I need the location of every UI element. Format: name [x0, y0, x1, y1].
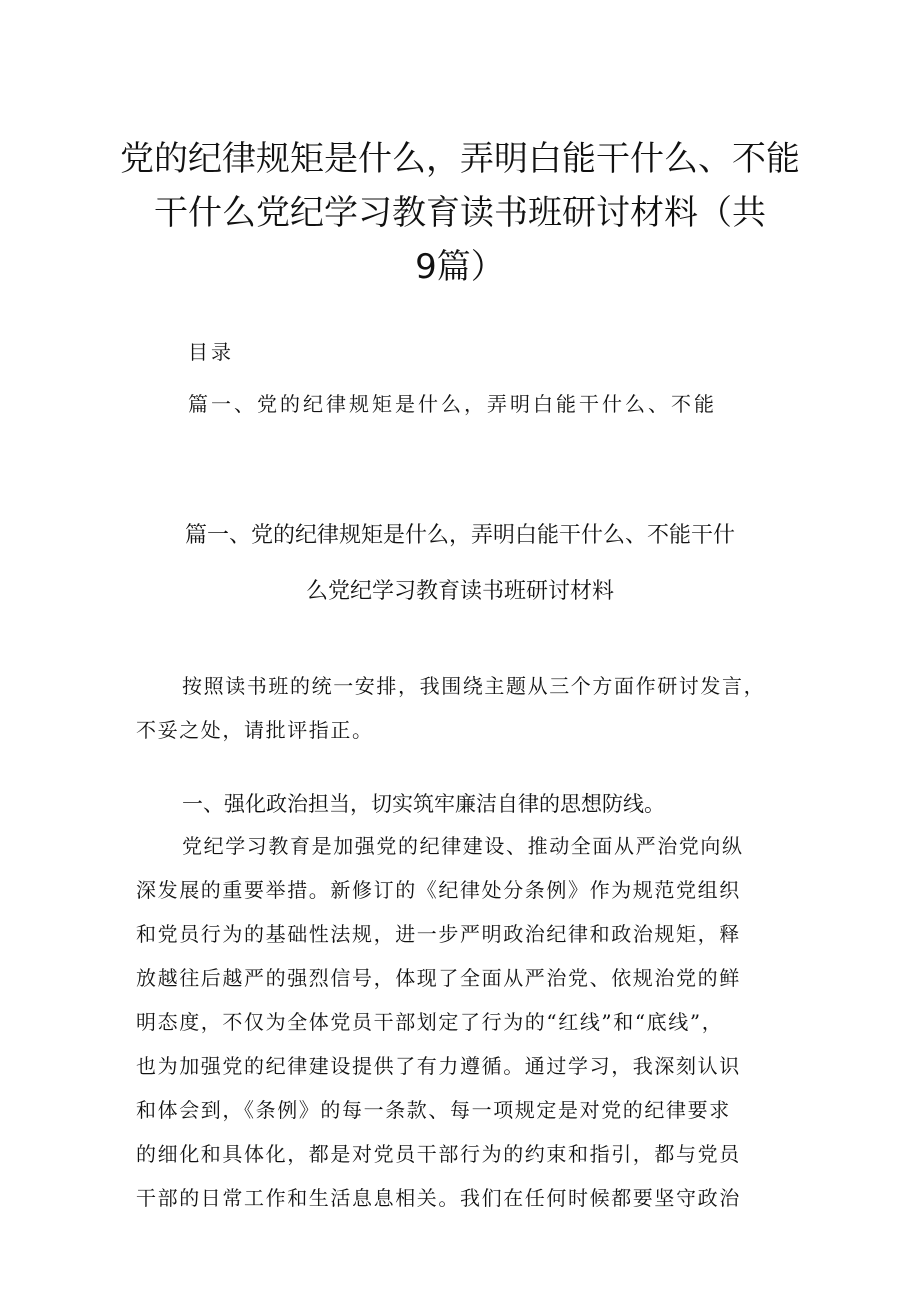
text-line: 也为加强党的纪律建设提供了有力遵循。通过学习，我深刻认识: [136, 1054, 741, 1078]
intro-paragraph: [136, 664, 786, 752]
text-line: 按照读书班的统一安排，我围绕主题从三个方面作研讨发言，: [182, 674, 766, 698]
text-line: 放越往后越严的强烈信号，体现了全面从严治党、依规治党的鲜: [136, 966, 741, 990]
section-title-line: 么党纪学习教育读书班研讨材料: [305, 579, 614, 604]
text-line: 的细化和具体化，都是对党员干部行为的约束和指引，都与党员: [136, 1142, 741, 1166]
toc-label: 目录: [188, 340, 234, 364]
text-line: 干部的日常工作和生活息息相关。我们在任何时候都要坚守政治: [136, 1186, 741, 1210]
section-heading: 一、强化政治担当，切实筑牢廉洁自律的思想防线。: [182, 792, 665, 816]
text-line: 党纪学习教育是加强党的纪律建设、推动全面从严治党向纵: [182, 834, 744, 858]
section-title-line: 篇一、党的纪律规矩是什么，弄明白能干什么、不能干什: [184, 523, 735, 548]
text-line: 明态度，不仅为全体党员干部划定了行为的“红线”和“底线”，: [136, 1010, 724, 1034]
text-line: 深发展的重要举措。新修订的《纪律处分条例》作为规范党组织: [136, 878, 741, 902]
title-line: 干什么党纪学习教育读书班研讨材料（共: [154, 193, 766, 233]
title-line: 9篇）: [415, 247, 505, 287]
text-line: 和体会到，《条例》的每一条款、每一项规定是对党的纪律要求: [136, 1098, 731, 1122]
document-title: [120, 132, 800, 294]
text-line: 不妥之处，请批评指正。: [136, 718, 374, 742]
title-line: 党的纪律规矩是什么，弄明白能干什么、不能: [120, 139, 800, 179]
section-title: [150, 508, 770, 620]
text-line: 和党员行为的基础性法规，进一步严明政治纪律和政治规矩，释: [136, 922, 741, 946]
toc-item: 篇一、党的纪律规矩是什么，弄明白能干什么、不能: [188, 392, 717, 416]
body-paragraph: [136, 824, 786, 1220]
